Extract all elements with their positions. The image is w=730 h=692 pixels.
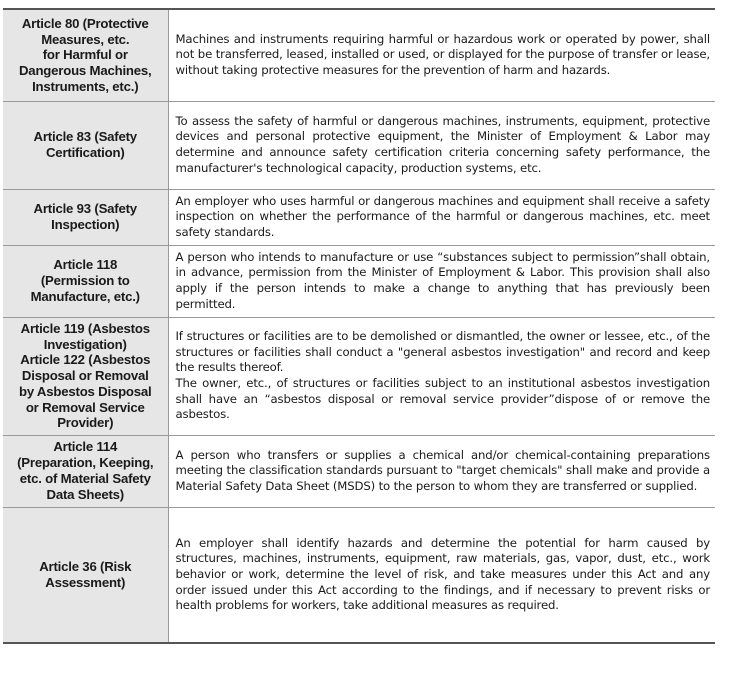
article-title: Article 118 (Permission to Manufacture, etc.) [3, 245, 168, 317]
article-title: Article 80 (Protective Measures, etc. for Harmful or Dangerous Machines, Instruments, etc.) [3, 9, 168, 101]
article-description: To assess the safety of harmful or dangerous machines, instruments, equipment, protective devices and personal protective equipment, the Minister of Employment & Labor may determine and announce safety certification criteria concerning safety performance, the manufacturer's technological capacity, production systems, etc. [168, 101, 715, 189]
article-description: Machines and instruments requiring harmful or hazardous work or operated by power, shall not be transferred, leased, installed or used, or displayed for the purpose of transfer or lease, without taking protective measures for the prevention of harm and hazards. [168, 9, 715, 101]
article-title: Article 119 (Asbestos Investigation) Article 122 (Asbestos Disposal or Removal by Asbestos Disposal or Removal Service Provider) [3, 317, 168, 435]
article-title: Article 36 (Risk Assessment) [3, 507, 168, 643]
article-description: A person who intends to manufacture or use “substances subject to permission”shall obtain, in advance, permission from the Minister of Employment & Labor. This provision shall also apply if the person intends to make a change to anything that has previously been permitted. [168, 245, 715, 317]
table-row [3, 9, 715, 101]
articles-table [3, 8, 715, 644]
article-description: An employer shall identify hazards and determine the potential for harm caused by structures, machines, instruments, equipment, raw materials, gas, vapor, dust, etc., work behavior or work, determine the level of risk, and take measures under this Act and any order issued under this Act according to the findings, and if necessary to prevent risks or health problems for workers, take additional measures as required. [168, 507, 715, 643]
article-title: Article 93 (Safety Inspection) [3, 189, 168, 245]
article-description: An employer who uses harmful or dangerous machines and equipment shall receive a safety inspection on whether the performance of the harmful or dangerous machines, etc. meet safety standards. [168, 189, 715, 245]
article-title: Article 114 (Preparation, Keeping, etc. of Material Safety Data Sheets) [3, 435, 168, 507]
table-row [3, 435, 715, 507]
table-row [3, 317, 715, 435]
table-row [3, 101, 715, 189]
table-row [3, 507, 715, 643]
article-description: If structures or facilities are to be demolished or dismantled, the owner or lessee, etc., of the structures or facilities shall conduct a "general asbestos investigation" and record and keep the results thereof. The owner, etc., of structures or facilities subject to an institutional asbestos investigation shall have an “asbestos disposal or removal service provider”dispose of or remove the asbestos. [168, 317, 715, 435]
article-title: Article 83 (Safety Certification) [3, 101, 168, 189]
article-description: A person who transfers or supplies a chemical and/or chemical-containing preparations meeting the classification standards pursuant to "target chemicals" shall make and provide a Material Safety Data Sheet (MSDS) to the person to whom they are transferred or supplied. [168, 435, 715, 507]
table-row [3, 189, 715, 245]
table-row [3, 245, 715, 317]
